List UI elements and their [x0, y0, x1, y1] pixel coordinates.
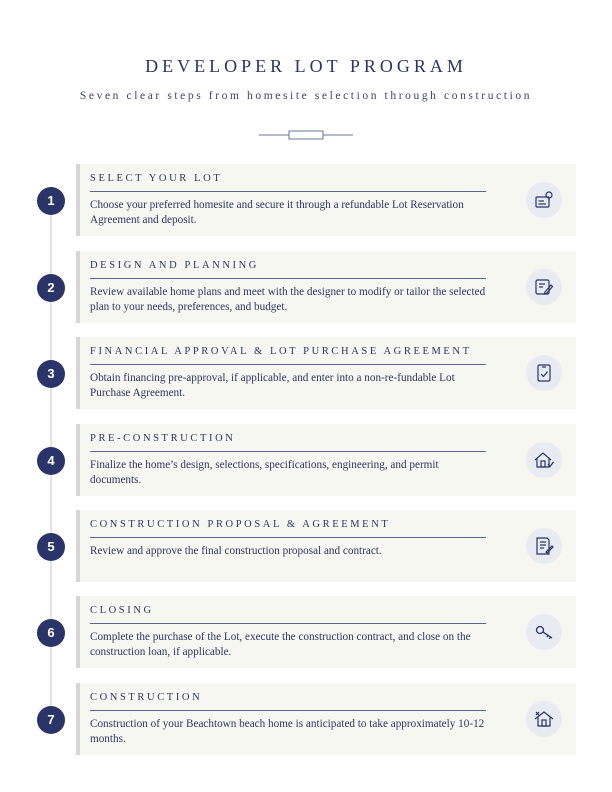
step-number-6: 6 — [37, 619, 65, 647]
house-check-icon — [526, 442, 562, 478]
step-title: CONSTRUCTION PROPOSAL & AGREEMENT — [90, 519, 391, 530]
step-title: SELECT YOUR LOT — [90, 173, 223, 184]
step-divider — [90, 451, 486, 452]
page-subtitle: Seven clear steps from homesite selection through construction — [79, 90, 533, 102]
step-number-5: 5 — [37, 533, 65, 561]
step-description: Review and approve the final construction proposal and contract. — [90, 545, 382, 557]
step-card-3 — [76, 337, 576, 409]
step-card-4 — [76, 424, 576, 496]
divider-ornament-icon — [259, 128, 353, 142]
step-description: Complete the purchase of the Lot, execute the construction contract, and close on the construction loan, if applicable. — [90, 631, 471, 658]
step-card-6 — [76, 596, 576, 668]
step-divider — [90, 537, 486, 538]
step-number-1: 1 — [37, 187, 65, 215]
house-construction-icon — [526, 701, 562, 737]
step-number-7: 7 — [37, 706, 65, 734]
step-title: FINANCIAL APPROVAL & LOT PURCHASE AGREEMENT — [90, 346, 472, 357]
step-divider — [90, 710, 486, 711]
page-title: DEVELOPER LOT PROGRAM — [145, 56, 467, 76]
step-divider — [90, 364, 486, 365]
step-description: Obtain financing pre-approval, if applicable, and enter into a non-re-fundable Lot Purchase Agreement. — [90, 372, 455, 399]
step-description: Finalize the home’s design, selections, specifications, engineering, and permit documents. — [90, 459, 439, 486]
step-card-1 — [76, 164, 576, 236]
lot-reservation-icon — [526, 182, 562, 218]
step-number-3: 3 — [37, 360, 65, 388]
key-icon — [526, 614, 562, 650]
contract-sign-icon — [526, 528, 562, 564]
step-title: PRE-CONSTRUCTION — [90, 433, 236, 444]
approval-check-icon — [526, 355, 562, 391]
step-number-2: 2 — [37, 274, 65, 302]
design-edit-icon — [526, 269, 562, 305]
step-divider — [90, 191, 486, 192]
step-description: Review available home plans and meet with the designer to modify or tailor the selected plan to your needs, preferences, and budget. — [90, 286, 486, 313]
step-number-4: 4 — [37, 447, 65, 475]
step-card-2 — [76, 251, 576, 323]
step-title: DESIGN AND PLANNING — [90, 260, 259, 271]
step-title: CONSTRUCTION — [90, 692, 203, 703]
step-description: Construction of your Beachtown beach home is anticipated to take approximately 10-12 months. — [90, 718, 485, 745]
step-divider — [90, 278, 486, 279]
step-description: Choose your preferred homesite and secure it through a refundable Lot Reservation Agreement and deposit. — [90, 199, 464, 226]
step-card-7 — [76, 683, 576, 755]
step-divider — [90, 623, 486, 624]
step-title: CLOSING — [90, 605, 154, 616]
step-card-5 — [76, 510, 576, 582]
